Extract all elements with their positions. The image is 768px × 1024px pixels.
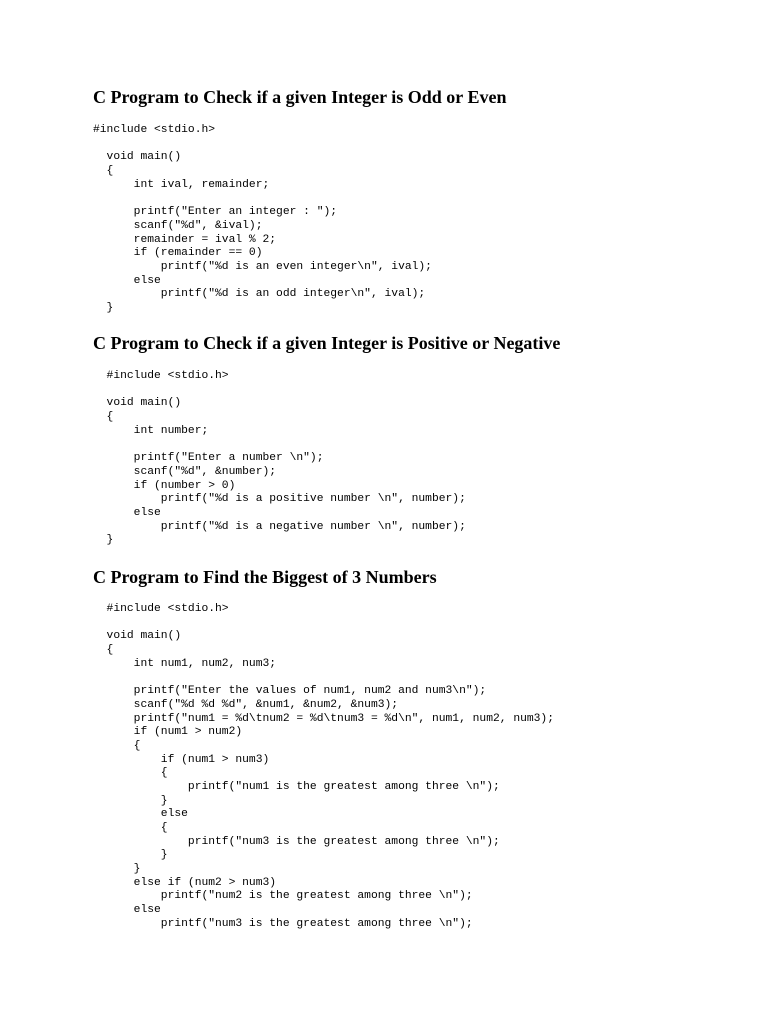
code-line: if (remainder == 0) bbox=[93, 247, 263, 260]
code-line bbox=[93, 192, 432, 206]
code-line: } bbox=[93, 863, 141, 876]
code-line: printf("num3 is the greatest among three \n"); bbox=[93, 917, 473, 930]
code-line: printf("num2 is the greatest among three \n"); bbox=[93, 890, 473, 903]
code-line: scanf("%d %d %d", &num1, &num2, &num3); bbox=[93, 698, 399, 711]
code-line: { bbox=[93, 644, 114, 657]
code-line bbox=[93, 384, 466, 398]
code-line bbox=[93, 671, 554, 685]
code-line: { bbox=[93, 822, 168, 834]
code-line: void main() bbox=[93, 397, 182, 410]
code-line: printf("%d is a positive number \n", number); bbox=[93, 493, 466, 506]
code-line: #include <stdio.h> bbox=[93, 370, 229, 382]
code-line: #include <stdio.h> bbox=[93, 124, 216, 136]
code-line: { bbox=[93, 767, 168, 780]
section-title-odd-even: C Program to Check if a given Integer is Odd or Even bbox=[93, 87, 507, 107]
code-line: printf("Enter an integer : "); bbox=[93, 206, 338, 219]
code-line: } bbox=[93, 849, 168, 862]
code-line: if (number > 0) bbox=[93, 479, 236, 492]
code-line: printf("num3 is the greatest among three \n"); bbox=[93, 835, 500, 848]
code-line: } bbox=[93, 534, 114, 547]
code-line: printf("num1 is the greatest among three \n"); bbox=[93, 780, 500, 793]
code-line: else bbox=[93, 808, 188, 821]
code-line: int ival, remainder; bbox=[93, 178, 270, 191]
section-title-positive-negative: C Program to Check if a given Integer is Positive or Negative bbox=[93, 333, 561, 353]
code-line bbox=[93, 617, 554, 631]
code-line: if (num1 > num3) bbox=[93, 753, 270, 766]
code-line: scanf("%d", &number); bbox=[93, 465, 277, 478]
code-line: else if (num2 > num3) bbox=[93, 876, 277, 889]
code-line bbox=[93, 438, 466, 452]
code-line: } bbox=[93, 301, 114, 314]
code-line: printf("Enter a number \n"); bbox=[93, 452, 324, 465]
code-line: #include <stdio.h> bbox=[93, 603, 229, 615]
code-line: printf("num1 = %d\tnum2 = %d\tnum3 = %d\n", num1, num2, num3); bbox=[93, 712, 554, 725]
code-block-odd-even bbox=[93, 124, 432, 316]
code-line: printf("%d is an even integer\n", ival); bbox=[93, 260, 432, 273]
code-line: printf("%d is an odd integer\n", ival); bbox=[93, 288, 426, 301]
code-line: remainder = ival % 2; bbox=[93, 233, 277, 246]
code-line: printf("%d is a negative number \n", number); bbox=[93, 520, 466, 533]
code-line: if (num1 > num2) bbox=[93, 726, 243, 739]
code-line: printf("Enter the values of num1, num2 and num3\n"); bbox=[93, 685, 487, 698]
code-line: else bbox=[93, 274, 161, 287]
code-line: scanf("%d", &ival); bbox=[93, 219, 263, 232]
code-line: else bbox=[93, 904, 161, 917]
code-line: void main() bbox=[93, 151, 182, 164]
code-line bbox=[93, 138, 432, 152]
code-line: int num1, num2, num3; bbox=[93, 657, 277, 670]
code-line: { bbox=[93, 411, 114, 424]
section-title-biggest-of-three: C Program to Find the Biggest of 3 Numbers bbox=[93, 567, 437, 587]
code-line: { bbox=[93, 739, 141, 752]
code-line: int number; bbox=[93, 424, 209, 437]
code-block-positive-negative bbox=[93, 370, 466, 548]
code-line: void main() bbox=[93, 630, 182, 643]
code-line: } bbox=[93, 794, 168, 807]
code-line: { bbox=[93, 165, 114, 178]
code-block-biggest-of-three bbox=[93, 603, 554, 932]
code-line: else bbox=[93, 506, 161, 519]
